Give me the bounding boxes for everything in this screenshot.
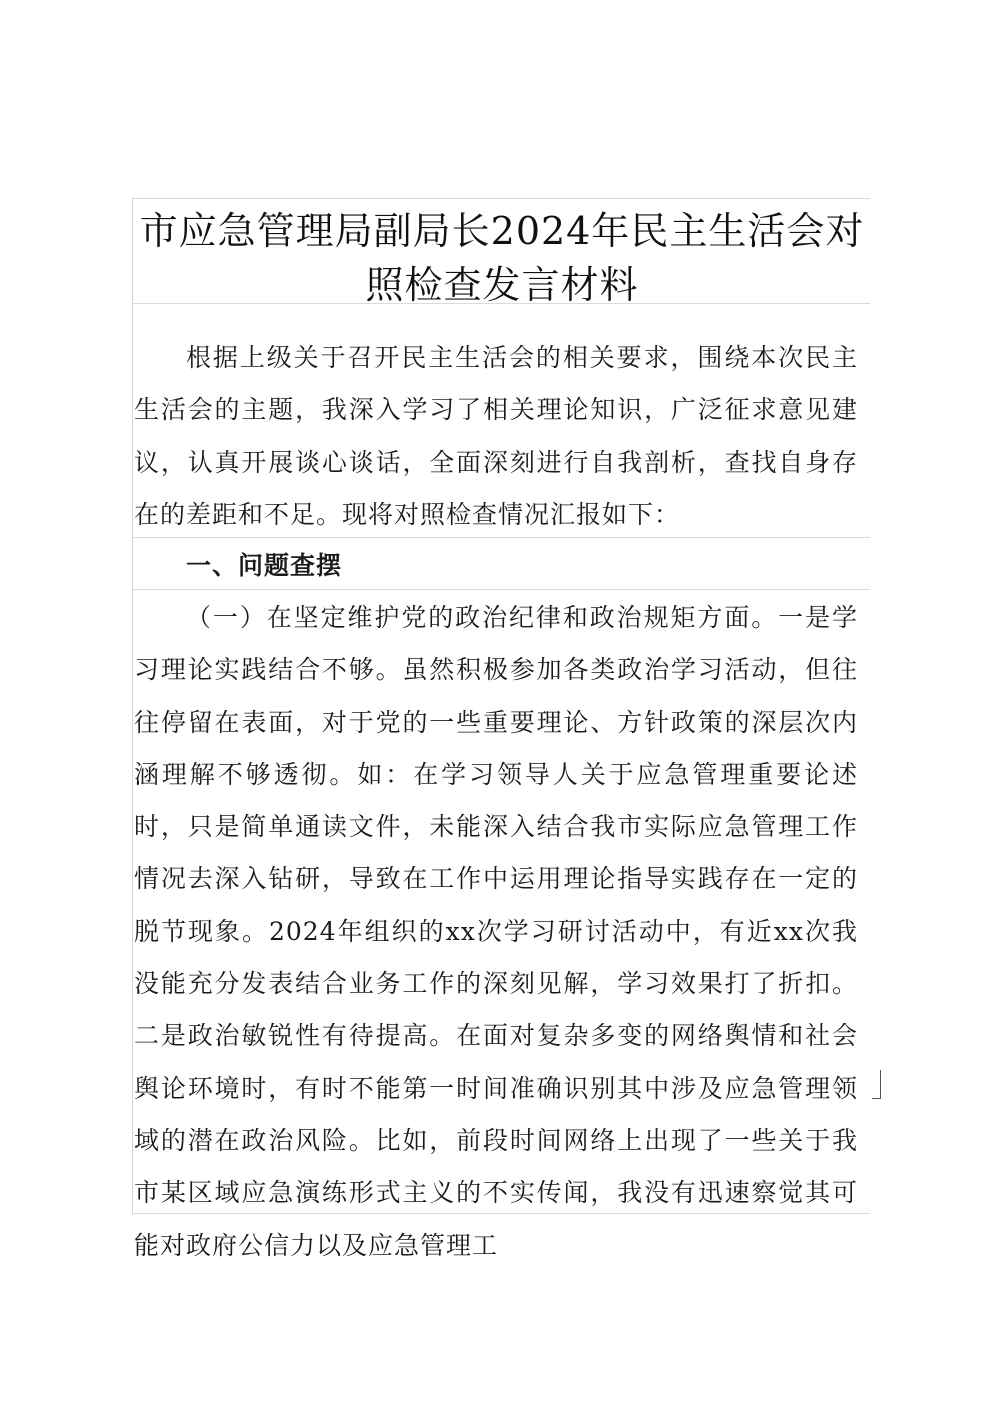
frame-border-top [132, 198, 870, 199]
document-title: 市应急管理局副局长2024年民主生活会对照检查发言材料 [139, 209, 865, 307]
intro-paragraph: 根据上级关于召开民主生活会的相关要求，围绕本次民主生活会的主题，我深入学习了相关理论知识，广泛征求意见建议，认真开展谈心谈话，全面深刻进行自我剖析，查找自身存在的差距和不足。现将对照检查情况汇报如下： [134, 343, 858, 529]
section-paragraph: （一）在坚定维护党的政治纪律和政治规矩方面。一是学习理论实践结合不够。虽然积极参加各类政治学习活动，但往往停留在表面，对于党的一些重要理论、方针政策的深层次内涵理解不够透彻。如：在学习领导人关于应急管理重要论述时，只是简单通读文件，未能深入结合我市实际应急管理工作情况去深入钻研，导致在工作中运用理论指导实践存在一定的脱节现象。2024年组织的xx次学习研讨活动中，有近xx次我没能充分发表结合业务工作的深刻见解，学习效果打了折扣。二是政治敏锐性有待提高。在面对复杂多变的网络舆情和社会舆论环境时，有时不能第一时间准确识别其中涉及应急管理领域的潜在政治风险。比如，前段时间网络上出现了一些关于我市某区域应急演练形式主义的不实传闻，我没有迅速察觉其可能对政府公信力以及应急管理工 [134, 603, 858, 1260]
corner-mark [872, 1070, 881, 1099]
frame-border-left [132, 198, 133, 1214]
section-heading: 一、问题查摆 [186, 551, 343, 580]
